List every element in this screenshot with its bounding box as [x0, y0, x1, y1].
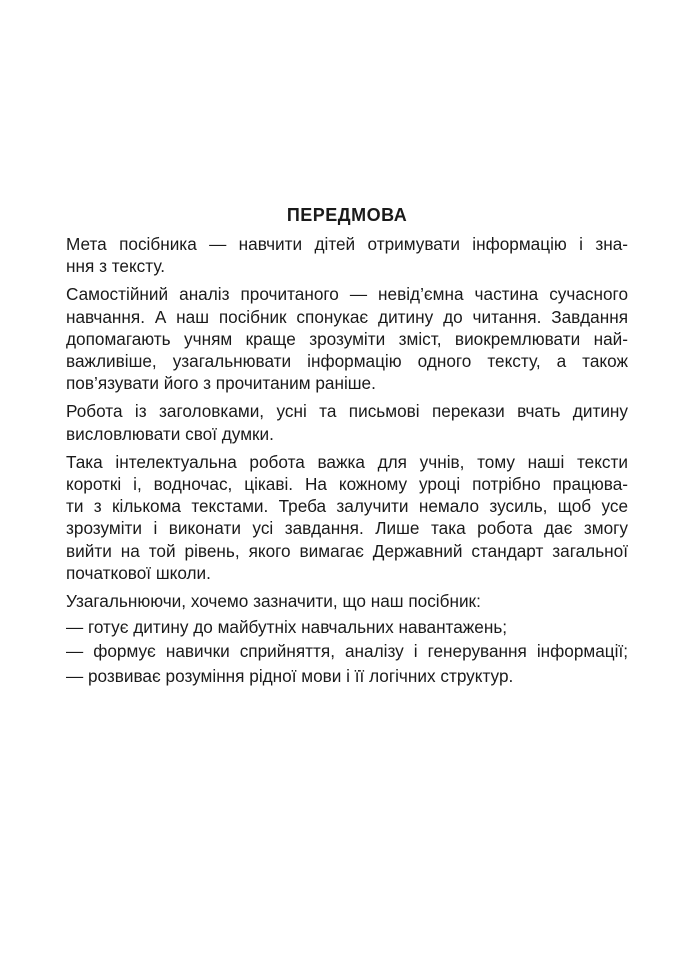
summary-list [66, 616, 628, 687]
paragraph-analysis [66, 283, 628, 394]
paragraph-line: Мета посібника — навчити дітей отримувати інформацію і зна- [66, 234, 628, 254]
paragraph-line: важливіше, узагальнювати інформацію одного тексту, а також [66, 351, 628, 372]
paragraph-line: навчання. А наш посібник спонукає дитину до читання. Завдання [66, 306, 628, 327]
summary-intro: Узагальнюючи, хочемо зазначити, що наш посібник: [66, 591, 481, 612]
page-title: ПЕРЕДМОВА [286, 205, 408, 225]
paragraph-summary [66, 590, 628, 612]
list-item: — формує навички сприйняття, аналізу і генерування інформації; [66, 641, 628, 662]
paragraph-line: Самостійний аналіз прочитаного — невід’ємна частина сучасного [66, 284, 628, 305]
paragraph-line: Робота із заголовками, усні та письмові перекази вчать дитину [66, 401, 628, 422]
paragraph-line: допомагають учням краще зрозуміти зміст, виокремлювати най- [66, 328, 628, 349]
paragraph-line: Така інтелектуальна робота важка для учнів, тому наші тексти [66, 451, 628, 472]
paragraph-intellectual-work [66, 451, 628, 584]
paragraph-purpose [66, 233, 628, 277]
paragraph-line: пов’язувати його з прочитаним раніше. [66, 373, 376, 394]
paragraph-headings [66, 400, 628, 444]
paragraph-line: початкової школи. [66, 562, 211, 583]
paragraph-line: ти з кількома текстами. Треба залучити немало зусиль, щоб усе [66, 496, 628, 517]
paragraph-line: короткі і, водночас, цікаві. На кожному уроці потрібно працюва- [66, 474, 628, 495]
paragraph-line: висловлювати свої думки. [66, 423, 274, 444]
paragraph-line: вийти на той рівень, якого вимагає Державний стандарт загальної [66, 540, 628, 561]
paragraph-line: зрозуміти і виконати усі завдання. Лише така робота дає змогу [66, 518, 628, 539]
list-item: — готує дитину до майбутніх навчальних навантажень; [66, 617, 508, 638]
list-item: — розвиває розуміння рідної мови і її логічних структур. [66, 665, 514, 686]
preface-page [66, 204, 628, 689]
paragraph-line: ння з тексту. [66, 256, 165, 277]
